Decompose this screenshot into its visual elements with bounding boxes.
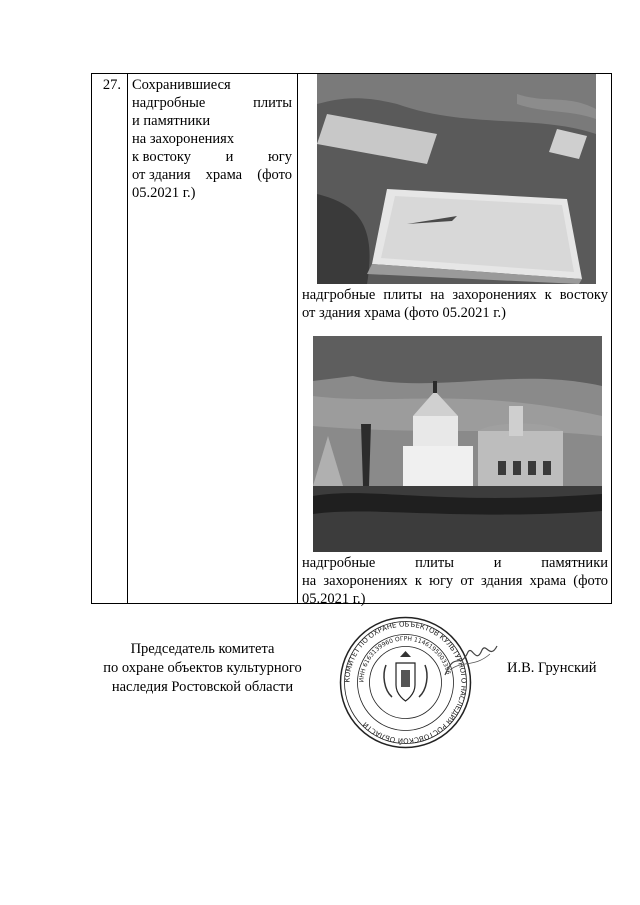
desc-word: на захоронениях <box>132 131 235 147</box>
caption-line <box>302 572 608 590</box>
cap-word: (фото <box>573 573 608 589</box>
cap-word: здания <box>480 573 523 589</box>
desc-word: (фото <box>257 167 292 183</box>
cap-word: храма <box>529 573 567 589</box>
cap-word: на <box>430 287 445 303</box>
desc-word: и <box>225 149 234 165</box>
desc-line <box>132 130 292 148</box>
cap-word: захоронениях <box>323 573 408 589</box>
desc-word: от здания <box>132 167 191 183</box>
coat-of-arms-icon <box>384 651 427 701</box>
cap-word: к <box>414 573 422 589</box>
desc-line <box>132 148 292 166</box>
signatory-title <box>95 640 310 697</box>
church-photo-icon <box>313 336 602 552</box>
desc-word: Сохранившиеся <box>132 77 231 93</box>
signatory-name: И.В. Грунский <box>507 660 597 676</box>
description-column <box>128 74 298 603</box>
desc-line <box>132 184 292 202</box>
desc-word: югу <box>267 149 292 165</box>
title-line: по охране объектов культурного <box>103 660 302 676</box>
desc-word: храма <box>205 167 243 183</box>
title-line: наследия Ростовской области <box>111 679 294 695</box>
number-column <box>92 74 128 603</box>
desc-line <box>132 112 292 130</box>
cap-word: на <box>302 573 317 589</box>
desc-line <box>132 76 292 94</box>
seal-stamp-icon <box>338 615 473 750</box>
desc-line <box>132 166 292 184</box>
row-description <box>132 76 292 202</box>
photos-column <box>298 74 611 607</box>
cap-word: надгробные <box>302 555 376 571</box>
caption-line <box>302 286 608 304</box>
caption-line: от здания храма (фото 05.2021 г.) <box>302 305 507 321</box>
desc-line <box>132 94 292 112</box>
desc-word: 05.2021 г.) <box>132 185 196 201</box>
desc-word: плиты <box>253 95 292 111</box>
gravestone-photo-icon <box>317 74 596 284</box>
cap-word: памятники <box>541 555 608 571</box>
cap-word: югу <box>429 573 454 589</box>
cap-word: захоронениях <box>452 287 537 303</box>
signature-scribble-icon <box>440 640 500 680</box>
cap-word: плиты <box>415 555 454 571</box>
cap-word: к <box>544 287 552 303</box>
title-line: Председатель комитета <box>130 641 275 657</box>
cap-word: надгробные <box>302 287 376 303</box>
desc-word: к востоку <box>132 149 191 165</box>
desc-word: и памятники <box>132 113 211 129</box>
cap-word: от <box>460 573 474 589</box>
caption-line <box>302 554 608 572</box>
seal-inner-text: ИНН 6163139960 ОГРН 1146195003396 <box>358 635 452 683</box>
objects-table <box>91 73 612 607</box>
seal-outer-text: КОМИТЕТ ПО ОХРАНЕ ОБЪЕКТОВ КУЛЬТУРНОГО НАСЛЕДИЯ РОСТОВСКОЙ ОБЛАСТИ <box>343 620 468 745</box>
desc-word: надгробные <box>132 95 206 111</box>
caption-line: 05.2021 г.) <box>302 591 366 607</box>
cap-word: и <box>493 555 502 571</box>
photo-caption <box>302 554 608 608</box>
cap-word: плиты <box>383 287 423 303</box>
photo-caption <box>302 286 608 322</box>
row-number: 27. <box>102 77 121 93</box>
cap-word: востоку <box>559 287 608 303</box>
